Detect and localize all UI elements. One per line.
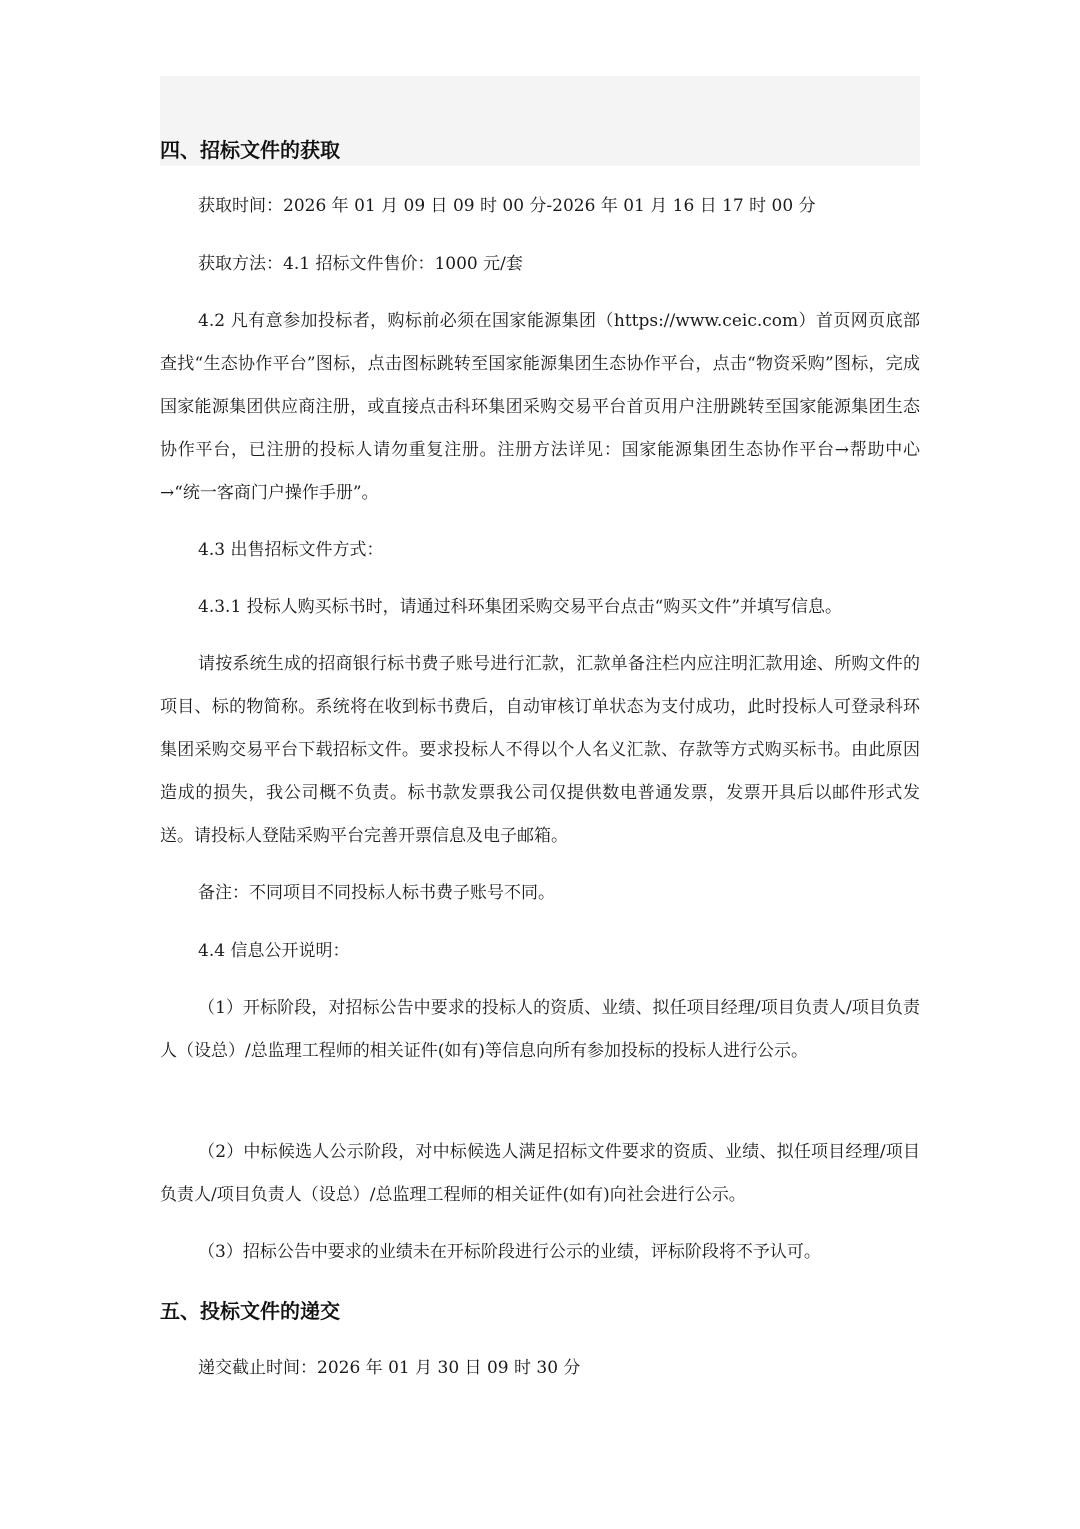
- acquisition-time: 获取时间：2026 年 01 月 09 日 09 时 00 分-2026 年 01 月 16 日 17 时 00 分: [198, 196, 816, 216]
- payment-paragraph: 请按系统生成的招商银行标书费子账号进行汇款，汇款单备注栏内应注明汇款用途、所购文件的项目、标的物简称。系统将在收到标书费后，自动审核订单状态为支付成功，此时投标人可登录科环集团采购交易平台下载招标文件。要求投标人不得以个人名义汇款、存款等方式购买标书。由此原因造成的损失，我公司概不负责。标书款发票我公司仅提供数电普通发票，发票开具后以邮件形式发送。请投标人登陆采购平台完善开票信息及电子邮箱。: [160, 654, 920, 846]
- submission-deadline: 递交截止时间：2026 年 01 月 30 日 09 时 30 分: [198, 1358, 581, 1378]
- disclosure-item-1: （1）开标阶段，对招标公告中要求的投标人的资质、业绩、拟任项目经理/项目负责人/项目负责人（设总）/总监理工程师的相关证件(如有)等信息向所有参加投标的投标人进行公示。: [160, 998, 920, 1061]
- acquisition-method: 获取方法：4.1 招标文件售价：1000 元/套: [198, 254, 523, 274]
- paragraph-4-4: 4.4 信息公开说明：: [198, 941, 350, 961]
- paragraph-4-2: 4.2 凡有意参加投标者，购标前必须在国家能源集团（https://www.ceic.com）首页网页底部查找“生态协作平台”图标，点击图标跳转至国家能源集团生态协作平台，点击“物资采购”图标，完成国家能源集团供应商注册，或直接点击科环集团采购交易平台首页用户注册跳转至国家能源集团生态协作平台，已注册的投标人请勿重复注册。注册方法详见：国家能源集团生态协作平台→帮助中心→“统一客商门户操作手册”。: [160, 311, 920, 503]
- paragraph-4-3-1: 4.3.1 投标人购买标书时，请通过科环集团采购交易平台点击“购买文件”并填写信息。: [198, 597, 843, 617]
- disclosure-item-3: （3）招标公告中要求的业绩未在开标阶段进行公示的业绩，评标阶段将不予认可。: [198, 1242, 821, 1262]
- disclosure-item-2: （2）中标候选人公示阶段，对中标候选人满足招标文件要求的资质、业绩、拟任项目经理/项目负责人/项目负责人（设总）/总监理工程师的相关证件(如有)向社会进行公示。: [160, 1142, 920, 1205]
- paragraph-4-3: 4.3 出售招标文件方式：: [198, 540, 384, 560]
- section-5-heading: 五、投标文件的递交: [160, 1299, 340, 1323]
- note-paragraph: 备注：不同项目不同投标人标书费子账号不同。: [198, 883, 555, 903]
- section-4-heading: 四、招标文件的获取: [160, 138, 340, 162]
